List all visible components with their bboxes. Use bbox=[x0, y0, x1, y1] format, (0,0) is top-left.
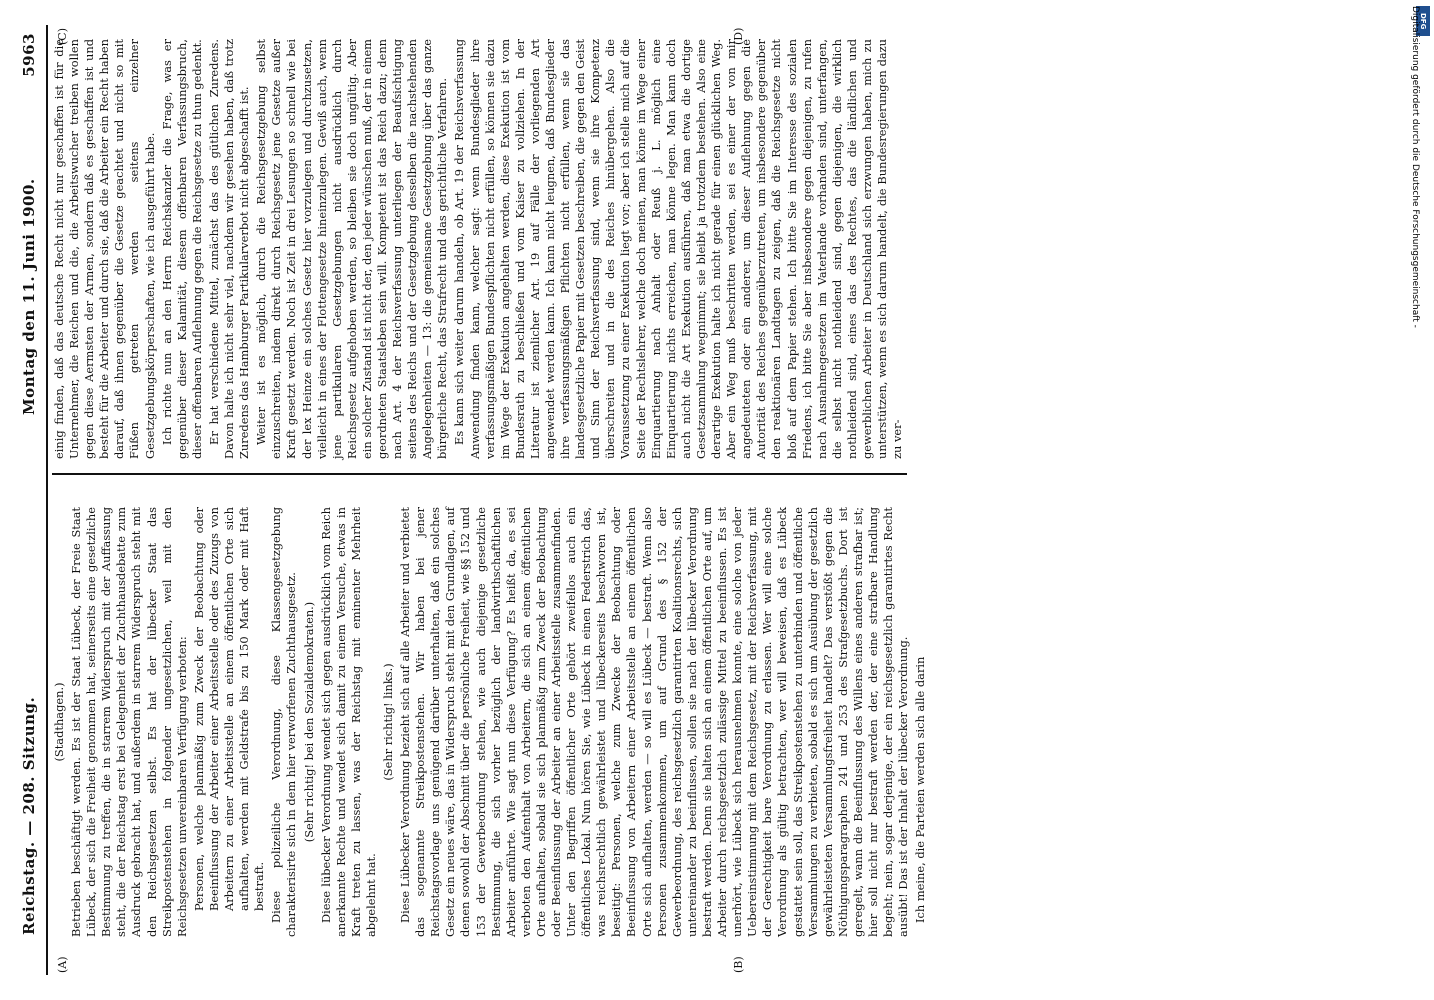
header-session-title: Reichstag. — 208. Sitzung. bbox=[20, 696, 38, 935]
interjection: (Sehr richtig! links.) bbox=[380, 663, 395, 781]
page-number: 5963 bbox=[20, 33, 38, 77]
paragraph: Ich richte nun an den Herrn Reichskanzler die Frage, was er gegenüber dieser Kalamität, diesem offenbaren Verfassungsbruch, dieser offenbaren Auflehnung gegen die Reichsgesetze zu thun gedenkt. bbox=[159, 39, 204, 459]
paragraph: Ich meine, die Parteien werden sich alle darin bbox=[913, 656, 928, 923]
margin-mark-c: (C) bbox=[56, 28, 69, 45]
header-date: Montag den 11. Juni 1900. bbox=[20, 178, 38, 415]
rotated-document-page bbox=[12, 25, 1382, 975]
quoted-regulation: Personen, welche planmäßig zum Zweck der Beobachtung oder Beeinflussung der Arbeiter einer Arbeitsstelle oder des Zuzugs von Arbeitern zu einer Arbeitsstelle an einem öffentlichen Orte sich aufhalten, werden mit Geldstrafe bis zu 150 Mark oder mit Haft bestraft. bbox=[191, 507, 267, 911]
paragraph: Er hat verschiedene Mittel, zunächst das des gütlichen Zuredens. Davon halte ich nicht sehr viel, nachdem wir gesehen haben, daß trotz Zuredens das Hamburger Partikularverbot nicht abgeschafft ist. bbox=[206, 39, 252, 459]
paragraph: Weiter ist es möglich, durch die Reichsgesetzgebung selbst einzuschreiten, indem direkt durch Reichsgesetz jene Gesetze außer Kraft gesetzt werden. Noch ist Zeit in drei Lesungen so schnell wie bei der lex Heinze ein solches Gesetz hier vorzulegen und durchzusetzen, vielleicht in eines der Flottengesetze hineinzulegen. Gewiß auch, wenn jene partikularen Gesetzgebungen nicht ausdrücklich durch Reichsgesetz aufgehoben werden, so bleiben sie doch ungültig. Aber ein solcher Zustand ist nicht der, den jeder wünschen muß, der in einem geordneten Staatsleben sein will. Kompetent ist das Reich dazu; denn nach Art. 4 der Reichsverfassung unterliegen der Beaufsichtigung seitens des Reichs und der Gesetzgebung desselben die nachstehenden Angelegenheiten — 13: die gemeinsame Gesetzgebung über das ganze bürgerliche Recht, das Strafrecht und das gerichtliche Verfahren. bbox=[254, 39, 450, 459]
paragraph: Diese Lübecker Verordnung bezieht sich auf alle Arbeiter und verbietet das sogenannte Streikpostenstehen. Wir haben bei jener Reichstagsvorlage uns genügend darüber unterhalten, daß ein solches Gesetz ein neues wäre, das in Widerspruch steht mit den Grundlagen, auf denen sowohl der Abschnitt über die persönliche Freiheit, wie §§ 152 und 153 der Gewerbeordnung stehen, wie auch diejenige gesetzliche Bestimmung, die sich vorher bezüglich der landwirthschaftlichen Arbeiter anführte. Wie sagt nun diese Verfügung? Es heißt da, es sei verboten den Aufenthalt von Arbeitern, die sich an einem öffentlichen Orte aufhalten, sobald sie sich planmäßig zum Zweck der Beobachtung oder Beeinflussung der Arbeiter an einer Arbeitsstelle zusammenfinden. Unter den Begriffen öffentlicher Orte gehört zweifellos auch ein öffentliches Lokal. Nun hören Sie, wie Lübeck in einen Federstrich das, was reichsrechtlich gewährleistet und lübeckerseits beschworen ist, beseitigt: Personen, welche zum Zwecke der Beobachtung oder Beeinflussung von Arbeitern einer Arbeitsstelle an einem öffentlichen Orte sich aufhalten, werden — so will es Lübeck — bestraft. Wenn also Personen zusammenkommen, um auf Grund des § 152 der Gewerbeordnung, des reichsgesetzlich garantirten Koalitionsrechts, sich untereinander zu beeinflussen, sollen sie nach der lübecker Verordnung bestraft werden. Denn sie halten sich an einem öffentlichen Orte auf, um Arbeiter durch reichsgesetzlich zulässige Mittel zu beeinflussen. Es ist unerhört, wie Lübeck sich herausnehmen konnte, eine solche von jeder Uebereinstimmung mit dem Reichsgesetz, mit der Reichsverfassung, mit der Gerechtigkeit bare Verordnung zu erlassen. Wer will eine solche Verordnung als gültig betrachten, wer will beweisen, daß es Lübeck gestattet sein soll, das Streikpostenstehen zu unterbinden und öffentliche Versammlungen zu verbieten, sobald es sich um Ausübung der gesetzlich gewährleisteten Versammlungsfreiheit handelt? Das verstößt gegen die Nöthigungsparagraphen 241 und 253 des Strafgesetzbuchs. Dort ist geregelt, wann die Beeinflussung des Willens eines anderen strafbar ist; hier soll nicht nur bestraft werden der, der eine strafbare Handlung begeht; nein, sogar derjenige, der ein reichsgesetzlich garantirtes Recht ausübt! Das ist der Inhalt der lübecker Verordnung. bbox=[398, 507, 911, 937]
interjection: (Sehr richtig! bei den Sozialdemokraten.) bbox=[301, 601, 316, 843]
dfg-logo: DFG bbox=[1416, 6, 1430, 36]
speaker-name: (Stadthagen.) bbox=[52, 682, 66, 762]
left-text-column bbox=[52, 507, 930, 937]
paragraph: Es kann sich weiter darum handeln, ob Art. 19 der Reichsverfassung Anwendung finden kann, welcher sagt: wenn Bundesglieder ihre verfassungsmäßigen Bundespflichten nicht erfüllen, so können sie dazu im Wege der Exekution angehalten werden, diese Exekution ist vom Bundesrath zu beschließen und vom Kaiser zu vollziehen. In der Literatur ist ziemlicher Art. 19 auf Fälle der vorliegenden Art angewendet werden kann. Ich kann nicht leugnen, daß Bundesglieder ihre verfassungsmäßigen Pflichten nicht erfüllen, wenn sie das landesgesetzliche Papier mit Gesetzen beschreiben, die gegen den Geist und Sinn der Reichsverfassung sind, wenn sie ihre Kompetenz überschreiten und in die des Reiches hinübergehen. Also die Voraussetzung zu einer Exekution liegt vor; aber ich stelle mich auf die Seite der Rechtslehrer, welche doch meinen, man könne im Wege einer Einquartierung nach Anhalt oder Reuß j. L. möglich eine Einquartierung nichts erreichen, man könne legen. Man kann doch auch nicht die Art Exekution ausführen, daß man etwa die dortige Gesetzsammlung wegnimmt; sie bleibt ja trotzdem bestehen. Also eine derartige Exekution halte ich nicht gerade für einen glücklichen Weg. Aber ein Weg muß beschritten werden, sei es einer der von mir angedeuteten oder ein anderer, um dieser Auflehnung gegen die Autorität des Reiches gegenüberzutreten, um insbesondere gegenüber den reaktionären Landtagen zu zeigen, daß die Reichsgesetze nicht bloß auf dem Papier stehen. Ich bitte Sie im Interesse des sozialen Friedens, ich bitte Sie aber insbesondere gegen diejenigen, zu rufen nach Ausnahmegesetzen im Vaterlande vorhanden sind, unterfangen, die selbst nicht nothleidend sind, gegen diejenigen, die wirklich nothleidend sind, eines das des Rechtes, das die ländlichen und gewerblichen Arbeiter in Deutschland sich erzwungen haben, mich zu unterstützen, wenn es sich darum handelt, die Bundesregierungen dazu zu ver- bbox=[452, 39, 905, 459]
margin-mark-d: (D) bbox=[732, 27, 745, 45]
right-text-column bbox=[52, 39, 907, 475]
margin-mark-b: (B) bbox=[732, 956, 745, 973]
page-header bbox=[12, 25, 48, 975]
paragraph: einig finden, daß das deutsche Recht nicht nur geschaffen ist für die Unternehmer, die Reichen und die, die Arbeitswucher treiben wollen gegen diese Aermsten der Armen, sondern daß es geschaffen ist und besteht für die Arbeiter und durch sie, daß die Arbeiter ein Recht haben darauf, daß ihnen gegenüber die Gesetze geachtet und nicht so mit Füßen getreten werden seitens einzelner Gesetzgebungskörperschaften, wie ich ausgeführt habe. bbox=[52, 39, 157, 459]
paragraph: Betrieben beschäftigt werden. Es ist der Staat Lübeck, der Freie Staat Lübeck, der sich die Freiheit genommen hat, seinerseits eine gesetzliche Bestimmung zu treffen, die in starrem Widerspruch mit der Auffassung steht, die der Reichstag erst bei Gelegenheit der Zuchthausdebatte zum Ausdruck gebracht hat, und außerdem in starrem Widerspruch steht mit den Reichsgesetzen selbst. Es hat der lübecker Staat das Streikpostenstehen in folgender ungesetzlichen, weil mit den Reichsgesetzen unvereinbaren Verfügung verboten: bbox=[69, 507, 189, 937]
paragraph: Diese polizeiliche Verordnung, diese Klassengesetzgebung charakterisirte sich in dem hier verworfenen Zuchthausgesetz. bbox=[269, 507, 299, 937]
digitization-credit: Digitalisierung gefördert durch die Deutsche Forschungsgemeinschaft - bbox=[1410, 6, 1420, 328]
margin-mark-a: (A) bbox=[56, 956, 69, 973]
paragraph: Diese lübecker Verordnung wendet sich gegen ausdrücklich vom Reich anerkannte Rechte und wendet sich damit zu einem Versuche, etwas in Kraft treten zu lassen, was der Reichstag mit eminenter Mehrheit abgelehnt hat. bbox=[318, 507, 378, 937]
